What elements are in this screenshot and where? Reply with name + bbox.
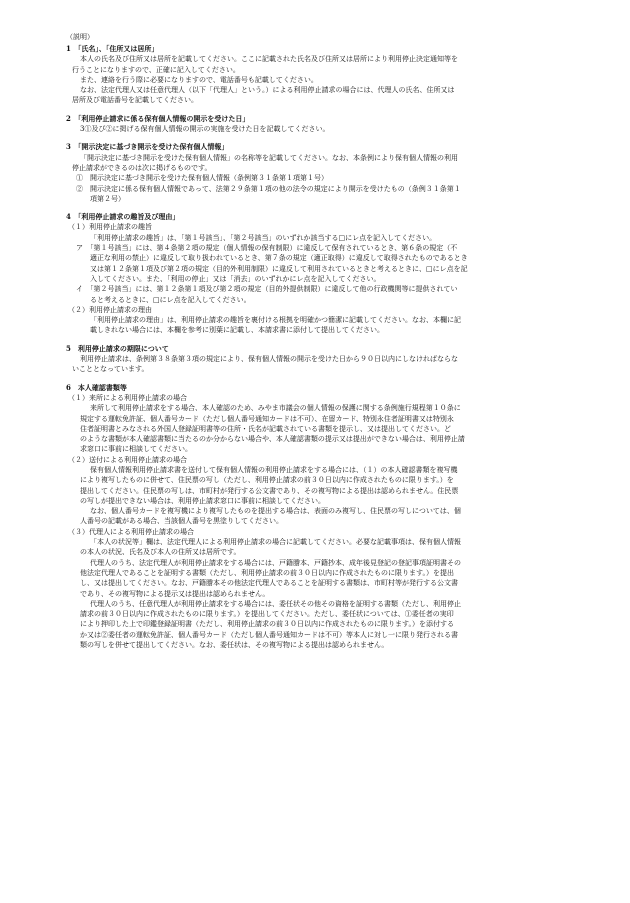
section-gap	[66, 134, 568, 142]
body-text-line: 保有個人情報利用停止請求書を送付して保有個人情報の利用停止請求をする場合には、（１）の本人確認書類を複写機	[90, 465, 458, 474]
body-text-line: 居所及び電話番号を記載してください。	[72, 96, 198, 105]
section-gap	[66, 106, 568, 114]
body-text-line: 提出してください。住民票の写しは、市町村が発行する公文書であり、その複写物による提出は認められません。住民票	[80, 486, 459, 495]
body-text-line: （１）利用停止請求の趣旨	[68, 223, 152, 232]
body-text-line: 規定する運転免許証、個人番号カード（ただし個人番号通知カードは不可）、在留カード、特別永住者証明書又は特別永	[80, 414, 454, 423]
section-heading: 5 利用停止請求の期限について	[66, 343, 169, 353]
body-text-line: 本人の氏名及び住所又は居所を記載してください。ここに記載された氏名及び住所又は居所により利用停止決定通知等を	[80, 55, 458, 64]
body-text-line: 他法定代理人であることを証明する書類（ただし、利用停止請求の前３０日以内に作成されたものに限ります。）を提出	[80, 568, 454, 577]
body-text-line: 項第２号）	[90, 194, 125, 203]
body-text-line: であり、その複写物による提示又は提出は認められません。	[80, 589, 270, 598]
body-text-line: 「本人の状況等」欄は、法定代理人による利用停止請求の場合に記載してください。必要な記載事項は、保有個人情報	[90, 538, 461, 547]
body-text-line: 「利用停止請求の理由」は、利用停止請求の趣旨を裏付ける根拠を明確かつ簡潔に記載してください。なお、本欄に記	[90, 316, 461, 325]
body-text-line: ② 開示決定に係る保有個人情報であって、法第２９条第１項の他の法令の規定により開示を受けたもの（条例３１条第１	[76, 184, 461, 193]
section-heading: 1 「氏名」、「住所又は居所」	[66, 44, 159, 53]
body-text-line: いこととなっています。	[72, 365, 149, 374]
body-text-line: 「利用停止請求の趣旨」は、「第１号該当」、「第２号該当」のいずれか該当する□にレ点を記入してください。	[90, 233, 437, 242]
section-heading: 4 「利用停止請求の趣旨及び理由」	[66, 212, 180, 222]
body-text-line: なお、個人番号カードを複写機により複写したものを提出する場合は、表面のみ複写し、住民票の写しについては、個	[90, 507, 461, 516]
section-gap	[66, 375, 568, 383]
section-heading: 3 「開示決定に基づき開示を受けた保有個人情報」	[66, 142, 229, 152]
body-text-line: の本人の状況、氏名及び本人の住所又は居所です。	[80, 548, 241, 557]
body-text-line: 入してください。また、「利用の停止」又は「消去」のいずれかにレ点を記入してください。	[90, 274, 381, 283]
body-text-line: 類の写しを併せて提出してください。なお、委任状は、その複写物による提出は認められません。	[80, 641, 389, 650]
body-text-line: のような書類が本人確認書類に当たるのか分からない場合や、本人確認書類の提示又は提出ができない場合は、利用停止請	[80, 435, 465, 444]
body-text-line: 載しきれない場合には、本欄を参考に別葉に記載し、本請求書に添付して提出してください。	[90, 326, 384, 335]
explanation-header: （説明）	[66, 33, 94, 41]
body-text-line: また、連絡を行う際に必要になりますので、電話番号も記載してください。	[80, 75, 318, 84]
body-text-line: 代理人のうち、任意代理人が利用停止請求をする場合には、委任状その他その資格を証明する書類（ただし、利用停止	[90, 599, 461, 608]
body-text-line: ると考えるときに、□にレ点を記入してください。	[90, 295, 251, 304]
body-text-line: 人番号の記載がある場合、当該個人番号を黒塗りしてください。	[80, 517, 283, 526]
body-text-line: 停止請求ができるのは次に掲げるものです。	[72, 163, 212, 172]
body-text-line: （１）来所による利用停止請求の場合	[68, 393, 187, 402]
body-text-line: （２）送付による利用停止請求の場合	[68, 455, 187, 464]
section-gap	[66, 336, 568, 344]
body-text-line: により複写したものに併せて、住民票の写し（ただし、利用停止請求の前３０日以内に作成されたものに限ります。）を	[80, 476, 454, 485]
section-heading: 6 本人確認書類等	[66, 382, 127, 392]
body-text-line: 3①及び②に掲げる保有個人情報の開示の実施を受けた日を記載してください。	[80, 125, 330, 134]
explanation-body	[66, 44, 568, 650]
body-text-line: 行うことになりますので、正確に記入してください。	[72, 65, 240, 74]
body-text-line: 利用停止請求は、条例第３８条第３項の規定により、保有個人情報の開示を受けた日から９０日以内にしなければならな	[80, 355, 458, 364]
body-text-line: ア 「第１号該当」には、第４条第２項の規定（個人情報の保有制限）に違反して保有されているとき、第６条の規定（不	[76, 244, 458, 253]
body-text-line: 住者証明書とみなされる外国人登録証明書等の住所・氏名が記載されている書類を提示し、又は提出してください。ど	[80, 424, 451, 433]
body-text-line: 適正な利用の禁止）に違反して取り扱われているとき、第７条の規定（適正取得）に違反して取得されたものであるとき	[90, 254, 468, 263]
body-text-line: ① 開示決定に基づき開示を受けた保有個人情報（条例第３１条第１項第１号）	[76, 174, 328, 183]
body-text-line: 代理人のうち、法定代理人が利用停止請求をする場合には、戸籍謄本、戸籍抄本、成年後見登記の登記事項証明書その	[90, 558, 461, 567]
body-text-line: （３）代理人による利用停止請求の場合	[68, 527, 194, 536]
section-heading: 2 「利用停止請求に係る保有個人情報の開示を受けた日」	[66, 113, 250, 123]
body-text-line: 「開示決定に基づき開示を受けた保有個人情報」の名称等を記載してください。なお、本条例により保有個人情報の利用	[80, 153, 458, 162]
body-text-line: し、又は提出してください。なお、戸籍謄本その他法定代理人であることを証明する書類は、市町村等が発行する公文書	[80, 579, 458, 588]
body-text-line: 来所して利用停止請求をする場合、本人確認のため、みやま市議会の個人情報の保護に関する条例施行規程第１０条に	[90, 404, 461, 413]
body-text-line: イ 「第２号該当」には、第１２条第１項及び第２項の規定（目的外提供制限）に違反して他の行政機関等に提供されてい	[76, 285, 458, 294]
body-text-line: の写しが提出できない場合は、利用停止請求窓口に事前に相談してください。	[80, 496, 325, 505]
body-text-line: なお、法定代理人又は任意代理人（以下「代理人」という。）による利用停止請求の場合には、代理人の氏名、住所又は	[80, 86, 455, 95]
section-gap	[66, 204, 568, 212]
body-text-line: 請求の前３０日以内に作成されたものに限ります。）を提出してください。ただし、委任状については、①委任者の実印	[80, 610, 454, 619]
body-text-line: により押印した上で印鑑登録証明書（ただし、利用停止請求の前３０日以内に作成されたものに限ります。）を添付する	[80, 620, 454, 629]
body-text-line: か又は②委任者の運転免許証、個人番号カード（ただし個人番号通知カードは不可）等本人に対し一に限り発行される書	[80, 630, 458, 639]
body-text-line: 求窓口に事前に相談してください。	[80, 445, 192, 454]
body-text-line: （２）利用停止請求の理由	[68, 305, 152, 314]
body-text-line: 又は第１２条第１項及び第２項の規定（目的外利用制限）に違反して利用されているときと考えるときに、□にレ点を記	[90, 264, 468, 273]
